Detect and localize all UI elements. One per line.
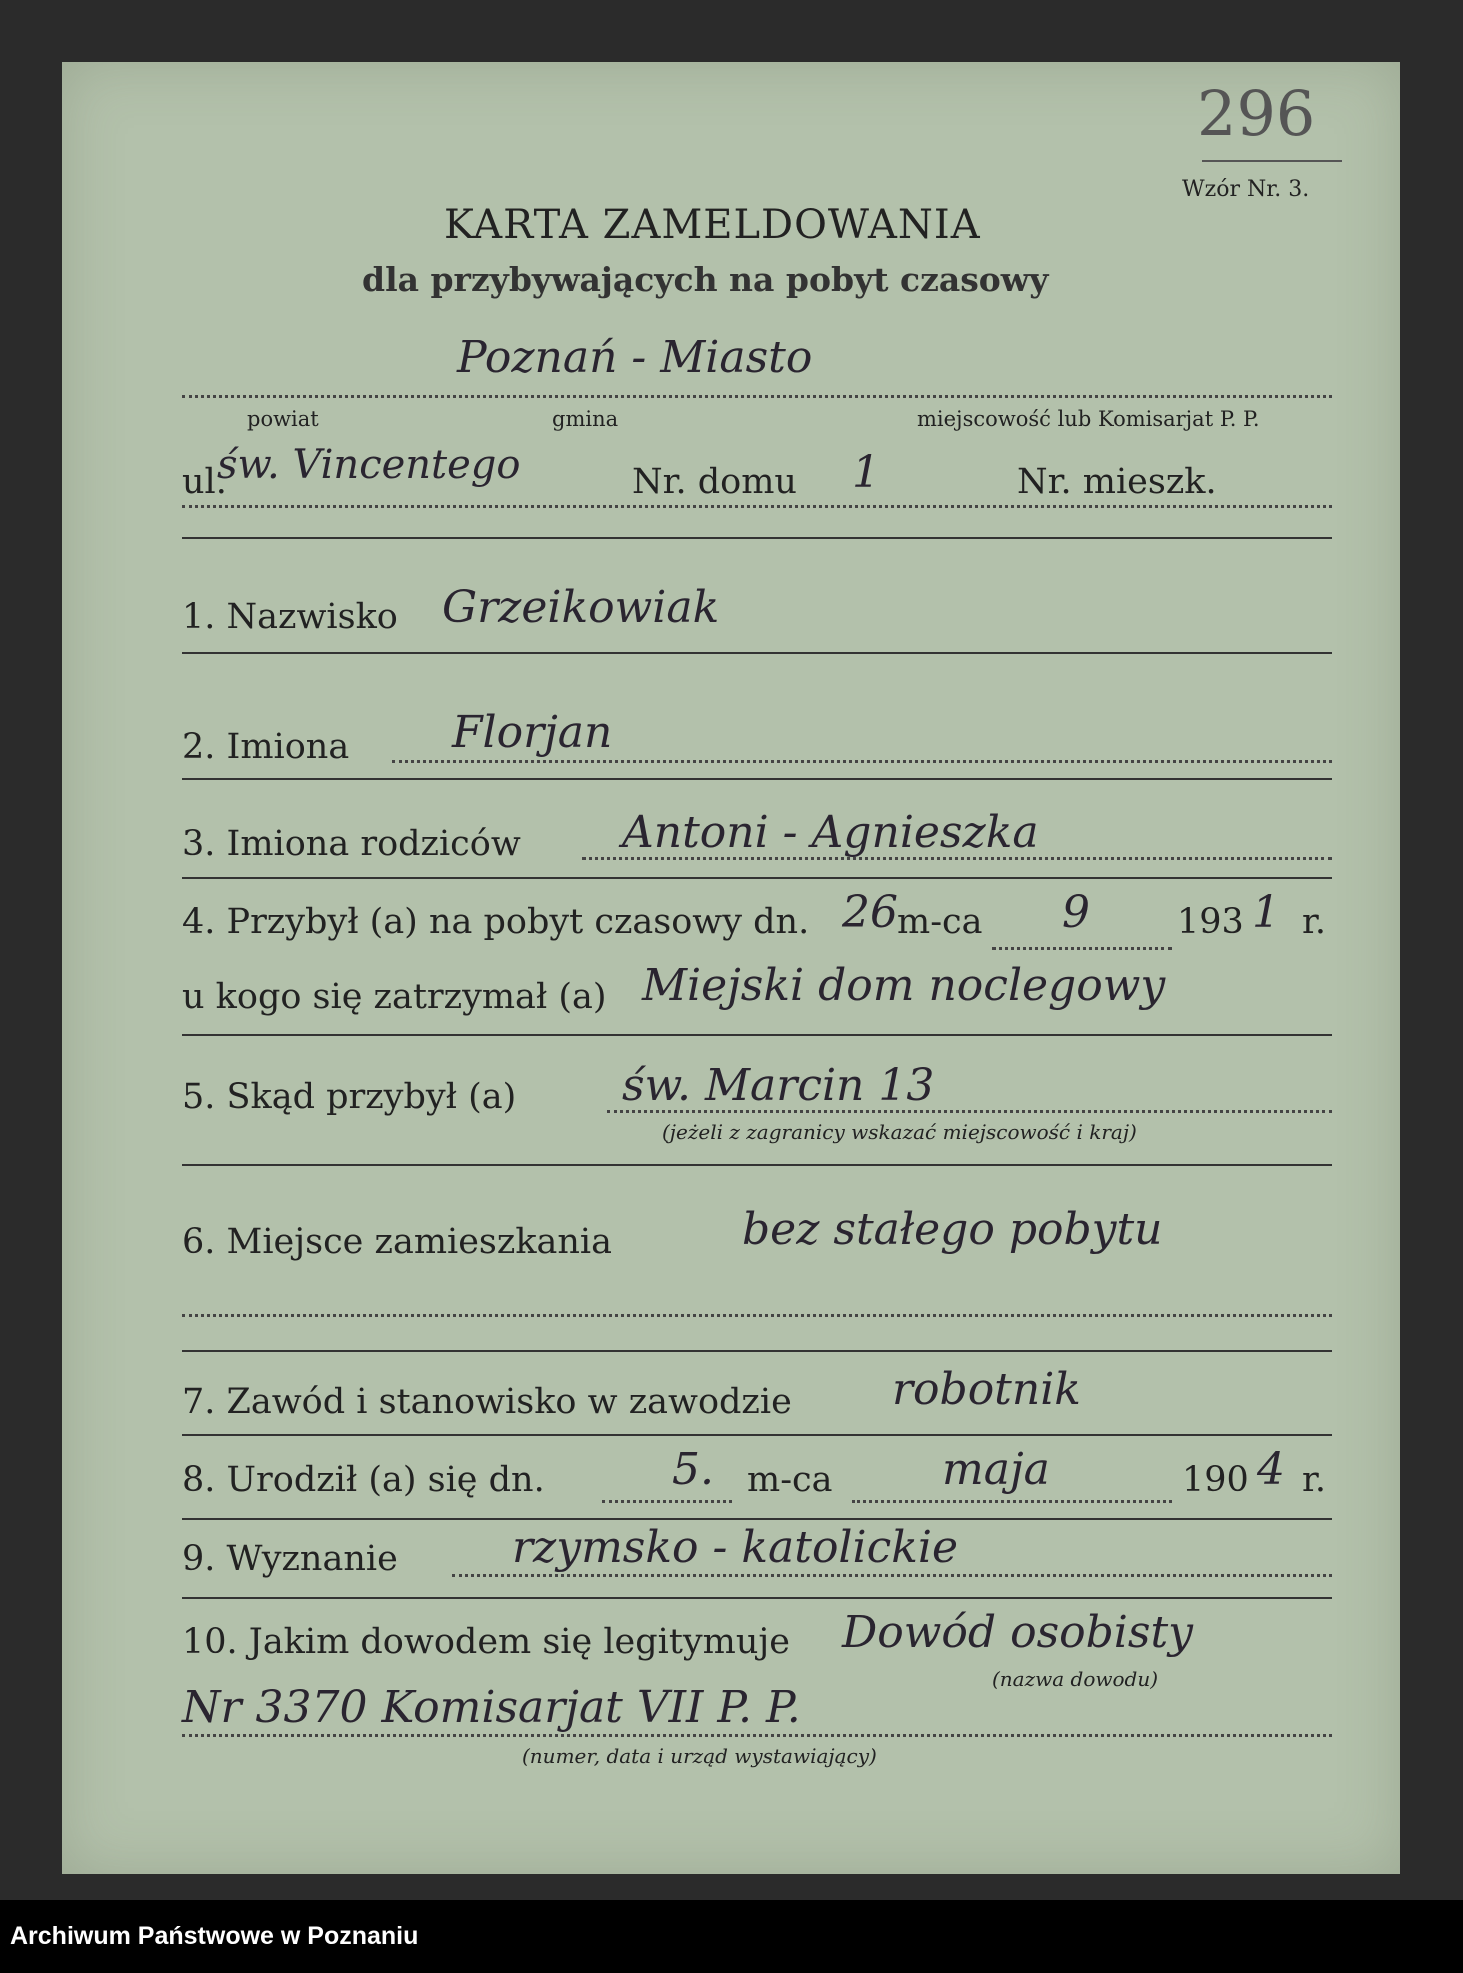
field-3-label: 3. Imiona rodziców <box>182 824 521 864</box>
field-4-year-prefix: 193 <box>1177 902 1244 942</box>
field-4-r: r. <box>1302 902 1327 942</box>
field-8-year-suffix: 4 <box>1257 1444 1285 1495</box>
field-6-dots <box>182 1314 1332 1317</box>
footer-bar <box>0 1900 1463 1973</box>
ul-label: ul. <box>182 462 227 502</box>
form-number: Wzór Nr. 3. <box>1182 177 1310 202</box>
field-8-month-dots <box>852 1500 1172 1503</box>
field-9-value: rzymsko - katolickie <box>512 1522 958 1573</box>
page-title: KARTA ZAMELDOWANIA <box>444 202 981 248</box>
field-5-caption: (jeżeli z zagranicy wskazać miejscowość i kraj) <box>662 1120 1137 1144</box>
field-8-r: r. <box>1302 1460 1327 1500</box>
field-1-label: 1. Nazwisko <box>182 597 398 637</box>
field-6-value: bez stałego pobytu <box>742 1204 1163 1255</box>
field-3-line <box>182 877 1332 879</box>
field-2-line <box>182 778 1332 780</box>
field-1-value: Grzeikowiak <box>442 582 720 633</box>
field-8-day-dots <box>602 1500 732 1503</box>
field-8-year-prefix: 190 <box>1182 1460 1249 1500</box>
field-6-label: 6. Miejsce zamieszkania <box>182 1222 612 1262</box>
nr-mieszk-label: Nr. mieszk. <box>1017 462 1217 502</box>
page-subtitle: dla przybywających na pobyt czasowy <box>362 260 1049 299</box>
ul-value: św. Vincentego <box>217 442 521 488</box>
nr-domu-value: 1 <box>852 447 880 498</box>
field-8-line <box>182 1518 1332 1520</box>
miejscowosc-label: miejscowość lub Komisarjat P. P. <box>917 407 1260 431</box>
field-9-line <box>182 1597 1332 1599</box>
field-8-month: maja <box>942 1444 1050 1495</box>
field-1-line <box>182 652 1332 654</box>
field-10-caption: (nazwa dowodu) <box>992 1667 1159 1691</box>
field-5-line <box>182 1164 1332 1166</box>
field-4b-label: u kogo się zatrzymał (a) <box>182 977 607 1017</box>
field-3-dots <box>582 857 1332 860</box>
field-10-dots <box>182 1734 1332 1737</box>
field-5-label: 5. Skąd przybył (a) <box>182 1077 517 1117</box>
field-4-month: 9 <box>1062 887 1090 938</box>
location-line <box>182 395 1332 398</box>
field-2-label: 2. Imiona <box>182 727 350 767</box>
field-2-value: Florjan <box>452 707 613 758</box>
gmina-label: gmina <box>552 407 619 431</box>
field-7-label: 7. Zawód i stanowisko w zawodzie <box>182 1382 792 1422</box>
field-4-month-dots <box>992 947 1172 950</box>
field-3-value: Antoni - Agnieszka <box>622 807 1039 858</box>
field-6-line <box>182 1350 1332 1352</box>
archive-number-underline <box>1202 160 1342 162</box>
field-9-label: 9. Wyznanie <box>182 1539 398 1579</box>
field-7-value: robotnik <box>892 1364 1081 1415</box>
field-4-label: 4. Przybył (a) na pobyt czasowy dn. <box>182 902 810 942</box>
footer-archive-name: Archiwum Państwowe w Poznaniu <box>10 1922 419 1950</box>
nr-domu-label: Nr. domu <box>632 462 797 502</box>
location-handwritten: Poznań - Miasto <box>457 332 813 383</box>
field-4-year-suffix: 1 <box>1252 887 1280 938</box>
field-9-dots <box>452 1574 1332 1577</box>
field-4-day: 26 <box>842 887 898 938</box>
field-2-dots <box>392 760 1332 763</box>
field-5-value: św. Marcin 13 <box>622 1060 935 1111</box>
powiat-label: powiat <box>247 407 319 431</box>
field-4b-value: Miejski dom noclegowy <box>642 960 1166 1011</box>
field-10b-caption: (numer, data i urząd wystawiający) <box>522 1744 877 1768</box>
field-10b-value: Nr 3370 Komisarjat VII P. P. <box>182 1682 801 1733</box>
header-divider <box>182 537 1332 539</box>
archive-number: 296 <box>1197 77 1316 150</box>
field-4-line <box>182 1034 1332 1036</box>
field-10-value: Dowód osobisty <box>842 1607 1193 1658</box>
field-5-dots <box>607 1110 1332 1113</box>
field-8-day: 5. <box>672 1444 714 1495</box>
registration-card <box>62 62 1400 1874</box>
field-8-mca: m-ca <box>747 1460 833 1500</box>
field-7-line <box>182 1434 1332 1436</box>
field-10-label: 10. Jakim dowodem się legitymuje <box>182 1622 790 1662</box>
street-line <box>182 505 1332 508</box>
field-4-mca: m-ca <box>897 902 983 942</box>
field-8-label: 8. Urodził (a) się dn. <box>182 1460 545 1500</box>
